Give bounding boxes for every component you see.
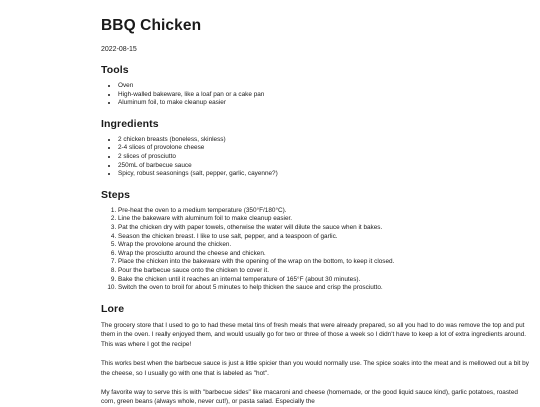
lore-paragraph: My favorite way to serve this is with "barbecue sides" like macaroni and cheese (homemade, or the good liquid sauce kind), garlic potatoes, roasted corn, green beans (always whole, never cut!), or pasta salad. Especially the xyxy=(101,388,518,406)
tools-heading: Tools xyxy=(101,64,129,76)
step-item: 6. Wrap the prosciutto around the cheese and chicken. xyxy=(118,250,439,259)
step-item: 3. Pat the chicken dry with paper towels, otherwise the water will dilute the sauce when it bakes. xyxy=(118,224,439,233)
step-item: 10. Switch the oven to broil for about 5 minutes to help thicken the sauce and crisp the prosciutto. xyxy=(118,284,439,293)
step-item: 2. Line the bakeware with aluminum foil to make cleanup easier. xyxy=(118,215,439,224)
step-item: 4. Season the chicken breast. I like to use salt, pepper, and a teaspoon of garlic. xyxy=(118,233,439,242)
lore-paragraph: This works best when the barbecue sauce is just a little spicier than you would normally use. The spice soaks into the meat and is mellowed out a bit by the cheese, so I usually go with one that is labeled as "hot". xyxy=(101,360,529,377)
steps-heading: Steps xyxy=(101,188,131,201)
list-item: • 250mL of barbecue sauce xyxy=(118,162,439,171)
list-item: • 2-4 slices of provolone cheese xyxy=(118,144,439,153)
list-item: • 2 chicken breasts (boneless, skinless) xyxy=(118,136,439,145)
page-title: BBQ Chicken xyxy=(101,17,202,34)
step-item: 7. Place the chicken into the bakeware with the opening of the wrap on the bottom, to keep it closed. xyxy=(118,258,439,267)
ingredients-list xyxy=(101,136,439,179)
step-item: 8. Pour the barbecue sauce onto the chicken to cover it. xyxy=(118,267,439,276)
lore-paragraph: The grocery store that I used to go to had these metal tins of fresh meals that were already prepared, so all you had to do was remove the top and put them in the oven. I really enjoyed them, and would usually go for two or three of those a week so I didn't have to keep a lot of extra ingredients around. This was where I got the recipe! xyxy=(101,321,527,349)
tools-list xyxy=(101,82,439,108)
steps-list xyxy=(101,207,439,293)
list-item: • 2 slices of prosciutto xyxy=(118,153,439,162)
list-item: • Spicy, robust seasonings (salt, pepper, garlic, cayenne?) xyxy=(118,170,439,179)
step-item: 9. Bake the chicken until it reaches an internal temperature of 165°F (about 30 minutes). xyxy=(118,276,439,285)
list-item: • Aluminum foil, to make cleanup easier xyxy=(118,99,439,108)
list-item: • High-walled bakeware, like a loaf pan or a cake pan xyxy=(118,91,439,100)
list-item: • Oven xyxy=(118,82,439,91)
post-date: 2022-08-15 xyxy=(101,46,137,53)
lore-heading: Lore xyxy=(101,302,125,315)
step-item: 5. Wrap the provolone around the chicken. xyxy=(118,241,439,250)
step-item: 1. Pre-heat the oven to a medium temperature (350°F/180°C). xyxy=(118,207,439,216)
ingredients-heading: Ingredients xyxy=(101,117,159,130)
